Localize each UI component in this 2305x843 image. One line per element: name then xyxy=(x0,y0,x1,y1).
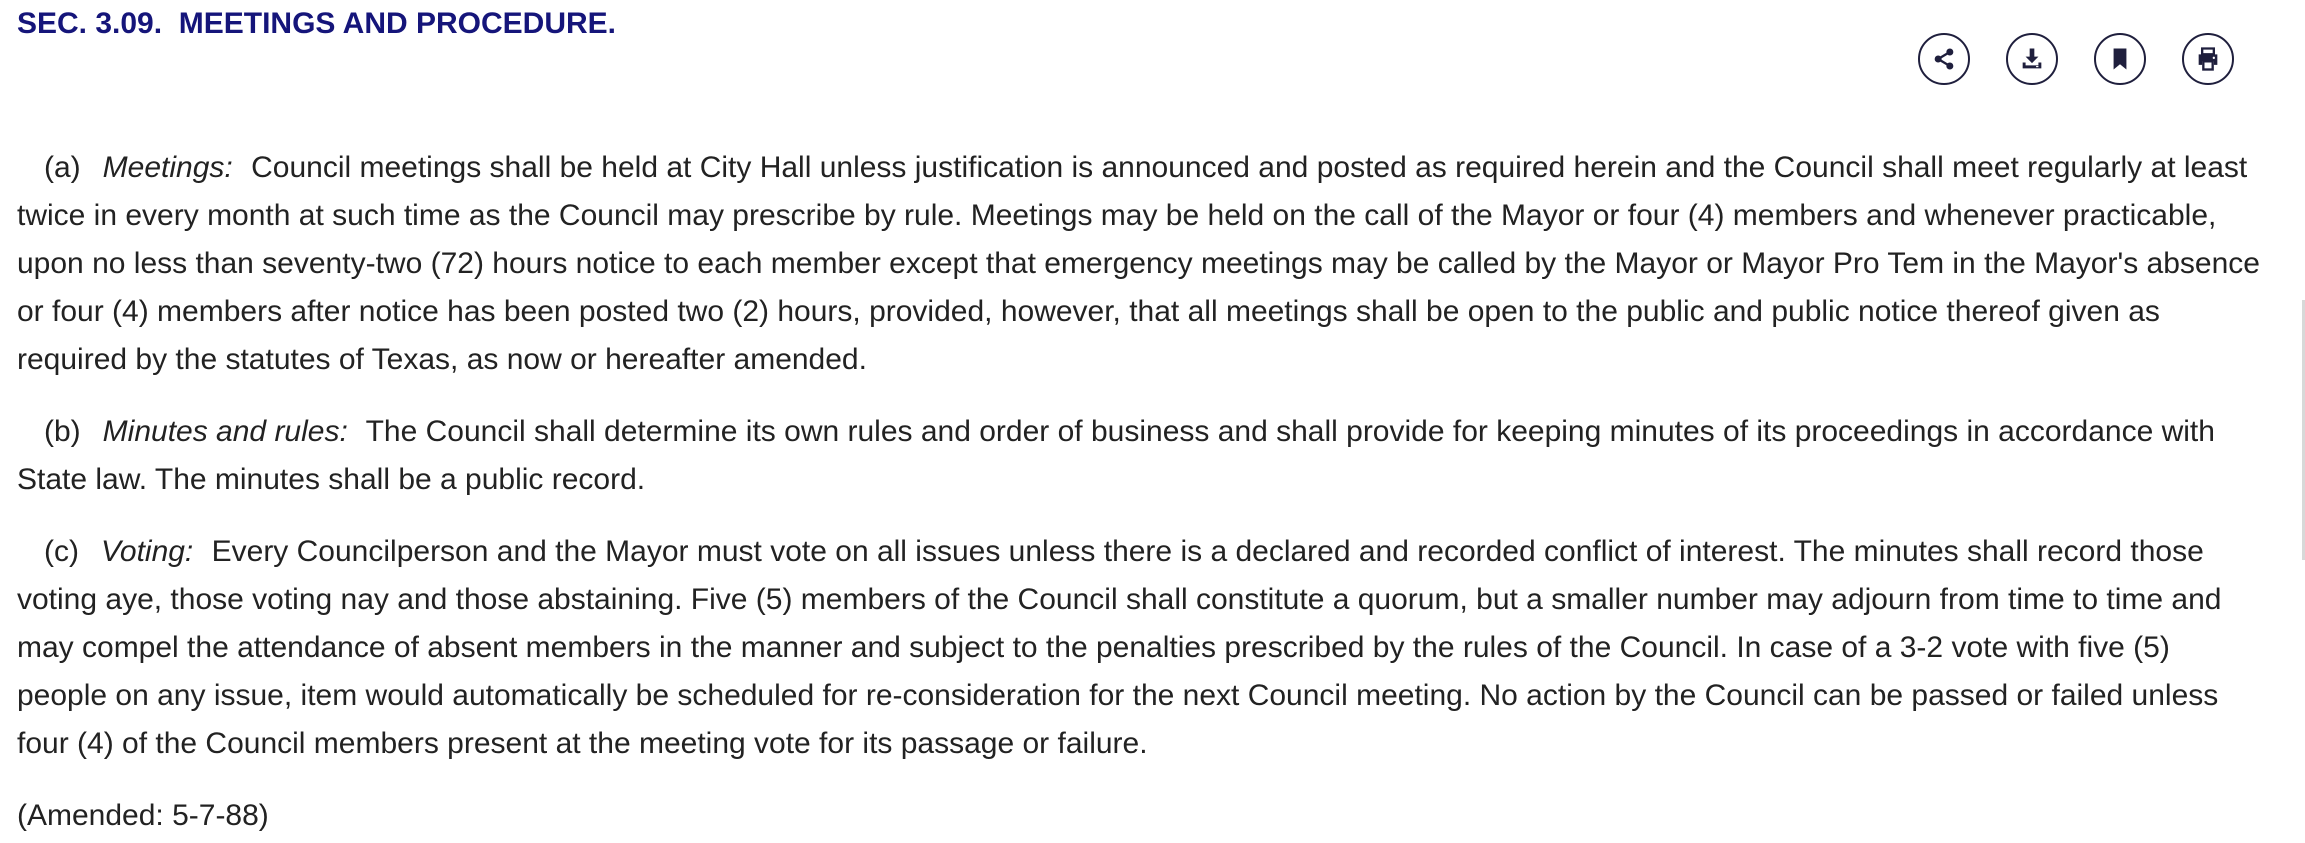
print-icon xyxy=(2194,45,2222,73)
paragraph-b xyxy=(17,408,2267,504)
paragraph-heading: Minutes and rules: xyxy=(102,415,348,448)
amendment-note: (Amended: 5-7-88) xyxy=(17,799,269,832)
paragraph-text: Every Councilperson and the Mayor must vote on all issues unless there is a declared and recorded conflict of interest. The minutes shall record those voting aye, those voting nay and those abstaining. Five (5) members of the Council shall constitute a quorum, but a smaller number may adjourn from time to time and may compel the attendance of absent members in the manner and subject to the penalties prescribed by the rules of the Council. In case of a 3-2 vote with five (5) people on any issue, item would automatically be scheduled for re-consideration for the next Council meeting. No action by the Council can be passed or failed unless four (4) of the Council members present at the meeting vote for its passage or failure. xyxy=(17,535,2222,760)
share-button[interactable] xyxy=(1918,33,1970,85)
paragraph-text: Council meetings shall be held at City Hall unless justification is announced and posted as required herein and the Council shall meet regularly at least twice in every month at such time as the Council may prescribe by rule. Meetings may be held on the call of the Mayor or four (4) members and whenever practicable, upon no less than seventy-two (72) hours notice to each member except that emergency meetings may be called by the Mayor or Mayor Pro Tem in the Mayor's absence or four (4) members after notice has been posted two (2) hours, provided, however, that all meetings shall be open to the public and public notice thereof given as required by the statutes of Texas, as now or hereafter amended. xyxy=(17,151,2260,376)
document-toolbar xyxy=(1918,33,2234,85)
paragraph-text: The Council shall determine its own rules and order of business and shall provide for keeping minutes of its proceedings in accordance with State law. The minutes shall be a public record. xyxy=(17,415,2215,496)
section-title: SEC. 3.09. MEETINGS AND PROCEDURE. xyxy=(17,7,617,40)
share-icon xyxy=(1930,45,1958,73)
bookmark-icon xyxy=(2106,45,2134,73)
paragraph-label: (c) xyxy=(44,535,79,568)
paragraph-a xyxy=(17,144,2267,384)
download-button[interactable] xyxy=(2006,33,2058,85)
print-button[interactable] xyxy=(2182,33,2234,85)
paragraph-heading: Voting: xyxy=(100,535,194,568)
paragraph-label: (a) xyxy=(44,151,81,184)
download-icon xyxy=(2018,45,2046,73)
paragraph-label: (b) xyxy=(44,415,81,448)
bookmark-button[interactable] xyxy=(2094,33,2146,85)
paragraph-heading: Meetings: xyxy=(102,151,233,184)
section-body xyxy=(17,144,2267,840)
paragraph-c xyxy=(17,528,2267,768)
